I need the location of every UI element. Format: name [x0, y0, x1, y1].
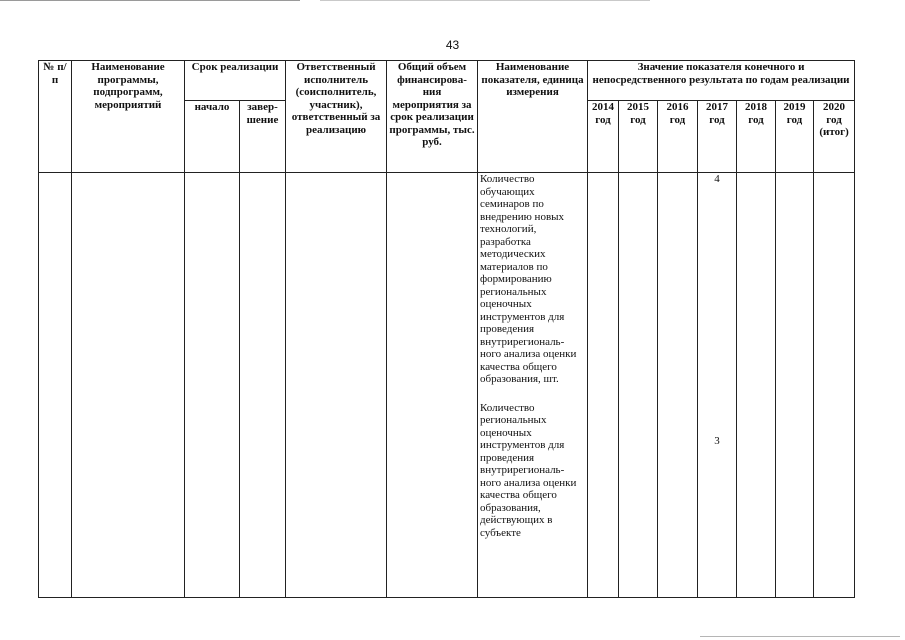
scan-artifact-bottom [700, 636, 900, 637]
cell-indicator [478, 173, 588, 598]
col-header-start: начало [185, 101, 240, 173]
col-header-values-group: Значение показателя конечного и непосредственного результата по годам реализации [588, 61, 855, 101]
cell-funding [387, 173, 478, 598]
cell-2016 [658, 173, 698, 598]
indicator-text-1: Количество обучающих семинаров по внедрению новых технологий, разработка методических материалов по формированию региональных оценочных инструментов для проведения внутрирегиональ-ного анализа оценки качества общего образования, шт. [480, 173, 577, 385]
col-header-year-2015: 2015 год [619, 101, 658, 173]
cell-end [240, 173, 286, 598]
value-2017-indicator-1: 4 [714, 173, 720, 185]
cell-2017 [698, 173, 737, 598]
cell-2019 [776, 173, 814, 598]
cell-num [39, 173, 72, 598]
cell-2020 [814, 173, 855, 598]
col-header-name: Наименование программы, подпрограмм, мероприятий [72, 61, 185, 173]
scan-artifact-top-left [0, 0, 300, 1]
col-header-year-2018: 2018 год [737, 101, 776, 173]
scan-artifact-top-right [320, 0, 650, 1]
indicator-spacer [480, 386, 585, 402]
col-header-funding: Общий объем финансирова-ния мероприятия за срок реализации программы, тыс. руб. [387, 61, 478, 173]
col-header-year-2014: 2014 год [588, 101, 619, 173]
cell-responsible [286, 173, 387, 598]
col-header-indicator: Наименование показателя, единица измерения [478, 61, 588, 173]
cell-2014 [588, 173, 619, 598]
col-header-year-2019: 2019 год [776, 101, 814, 173]
cell-start [185, 173, 240, 598]
indicator-text-2: Количество региональных оценочных инструментов для проведения внутрирегиональ-ного анализа оценки качества общего образования, действующих в субъекте [480, 401, 577, 539]
col-header-period: Срок реализации [185, 61, 286, 101]
cell-name [72, 173, 185, 598]
col-header-year-2020: 2020 год (итог) [814, 101, 855, 173]
cell-2018 [737, 173, 776, 598]
cell-2015 [619, 173, 658, 598]
col-header-responsible: Ответственный исполнитель (соисполнитель, участник), ответственный за реализацию [286, 61, 387, 173]
col-header-num: № п/п [39, 61, 72, 173]
col-header-year-2017: 2017 год [698, 101, 737, 173]
col-header-year-2016: 2016 год [658, 101, 698, 173]
table-row [39, 173, 855, 598]
col-header-end: завер-шение [240, 101, 286, 173]
program-table [38, 60, 855, 598]
header-row-1 [39, 61, 855, 101]
page-number: 43 [445, 38, 460, 52]
value-2017-indicator-2: 3 [714, 435, 720, 447]
